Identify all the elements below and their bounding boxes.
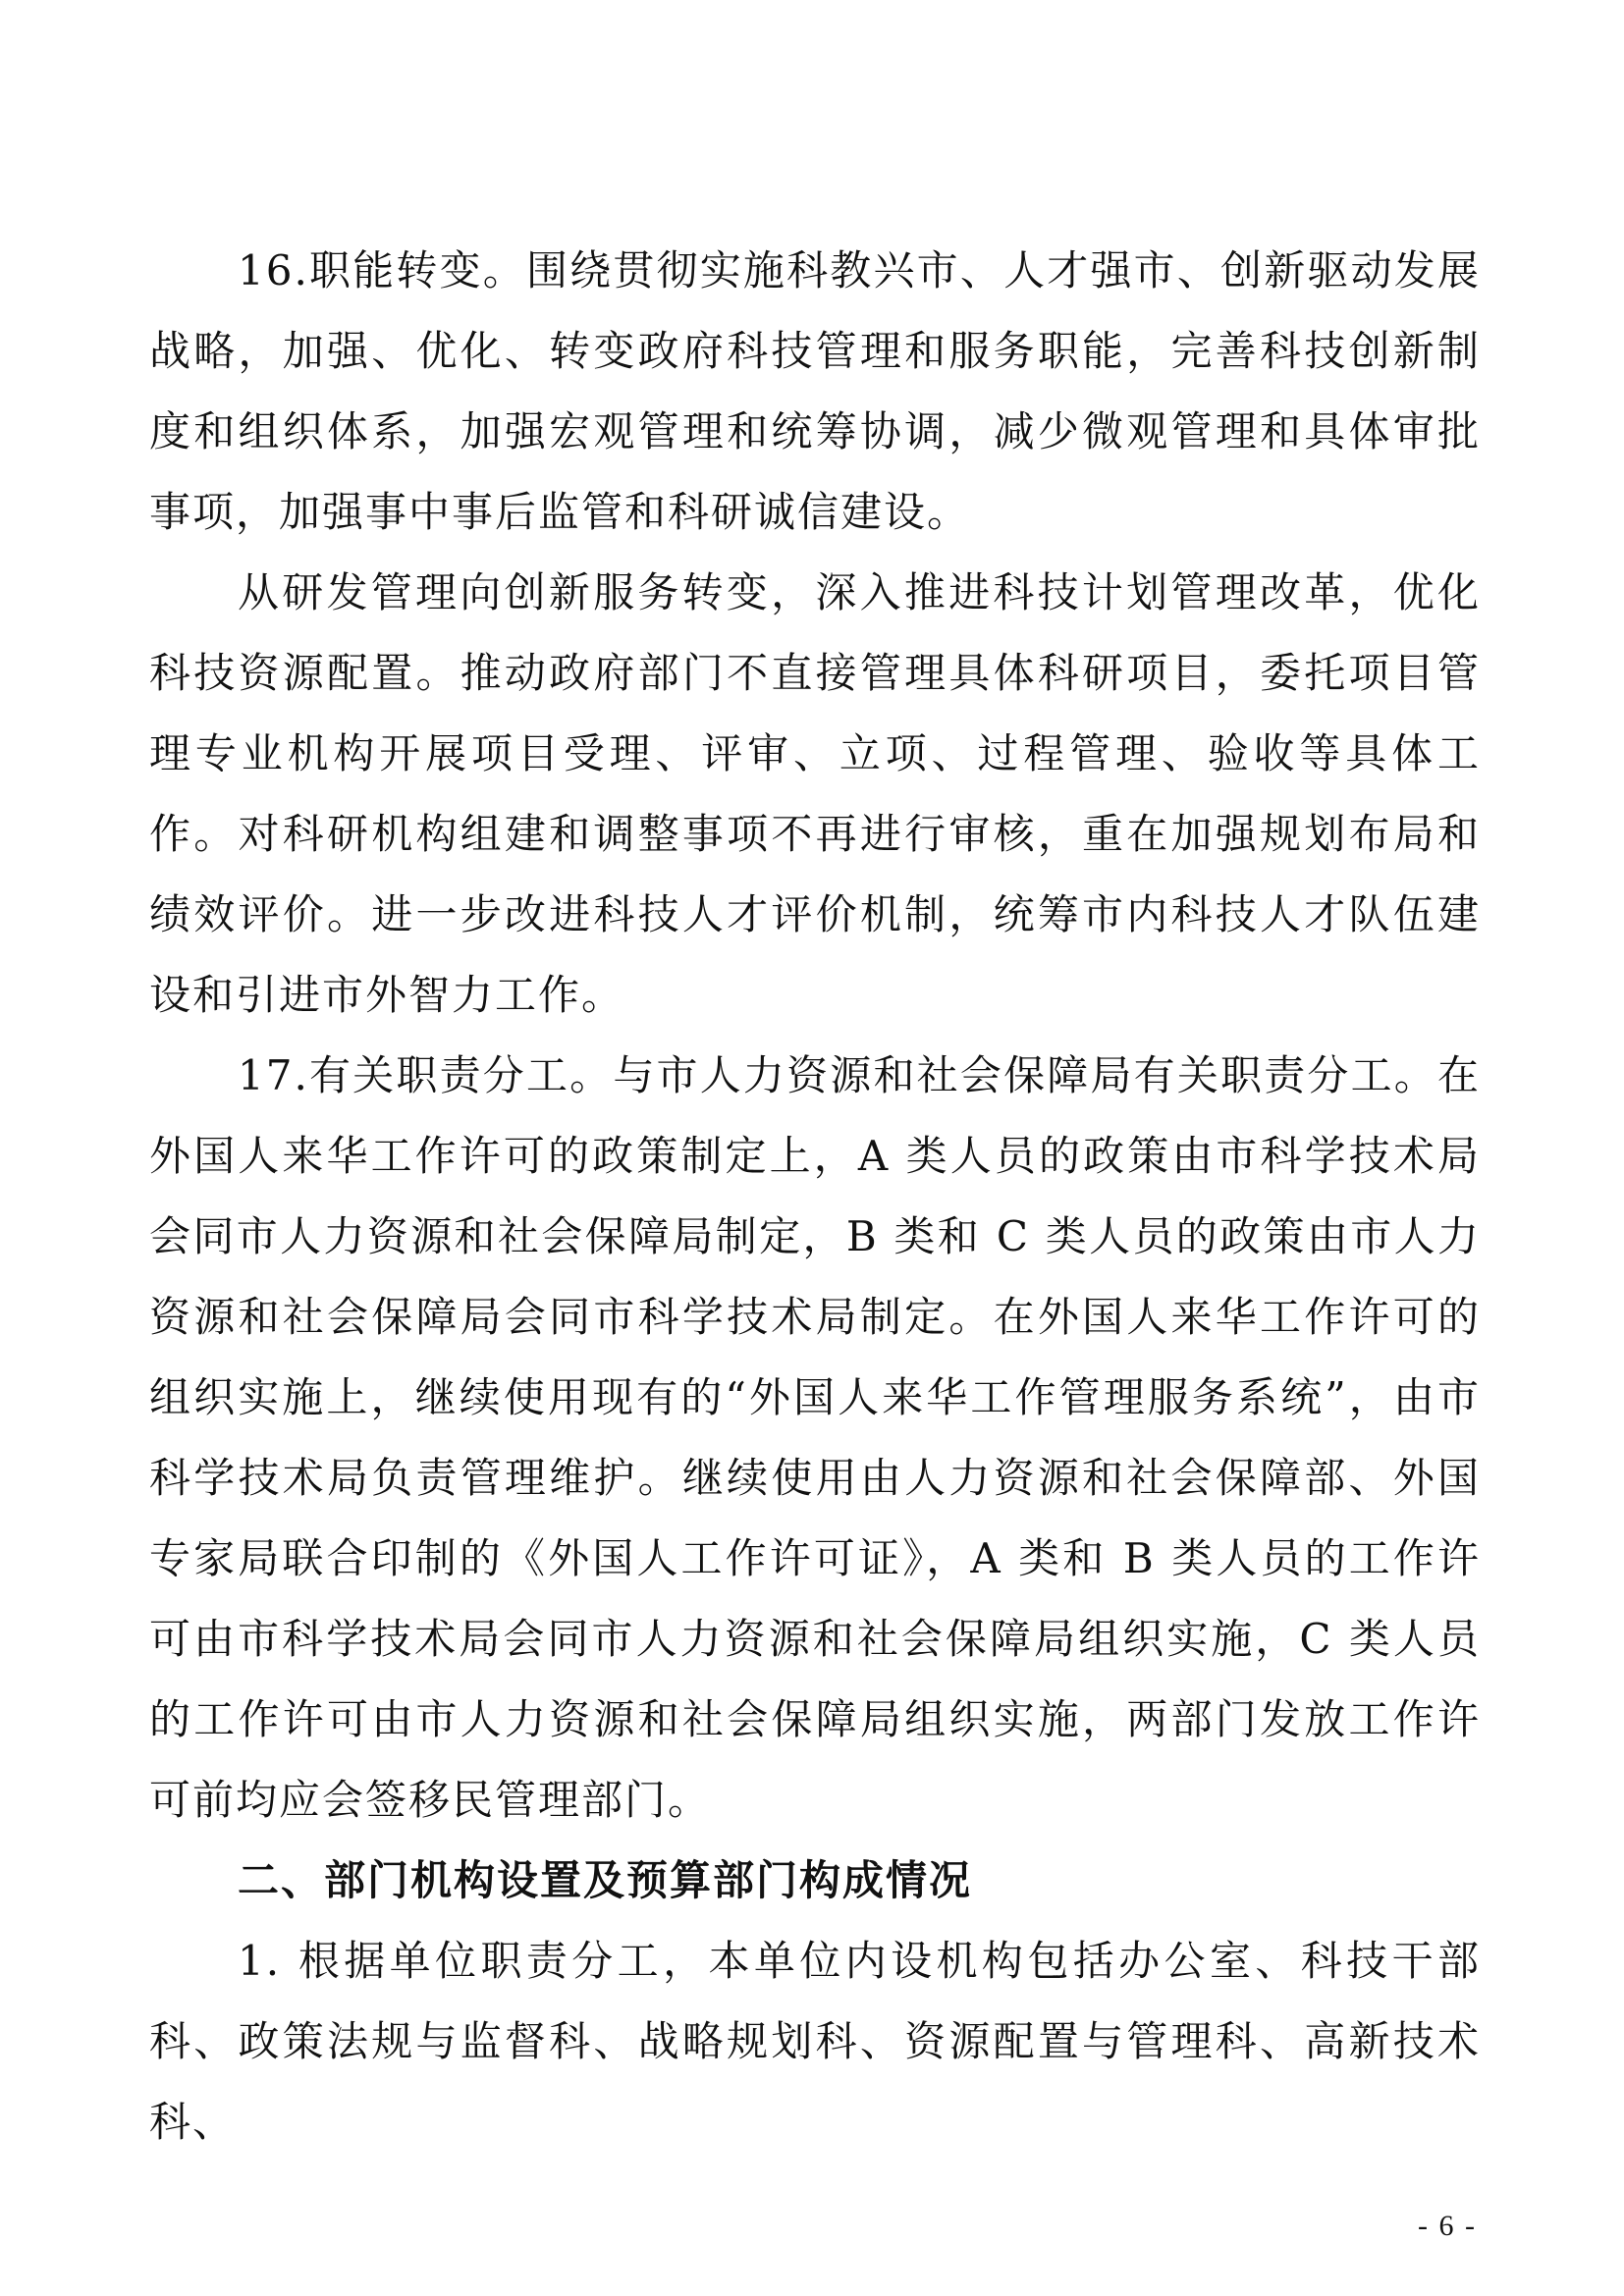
page-number: - 6 - (1418, 2210, 1477, 2242)
paragraph-responsibility-division: 17.有关职责分工。与市人力资源和社会保障局有关职责分工。在外国人来华工作许可的政策制定上，A 类人员的政策由市科学技术局会同市人力资源和社会保障局制定，B 类和 C 类人员的政策由市人力资源和社会保障局会同市科学技术局制定。在外国人来华工作许可的组织实施上，继续使用现有的“外国人来华工作管理服务系统”，由市科学技术局负责管理维护。继续使用由人力资源和社会保障部、外国专家局联合印制的《外国人工作许可证》，A 类和 B 类人员的工作许可由市科学技术局会同市人力资源和社会保障局组织实施，C 类人员的工作许可由市人力资源和社会保障局组织实施，两部门发放工作许可前均应会签移民管理部门。 (149, 1051, 1481, 1824)
document-body (149, 231, 1481, 2163)
paragraph-innovation-service: 从研发管理向创新服务转变，深入推进科技计划管理改革，优化科技资源配置。推动政府部门不直接管理具体科研项目，委托项目管理专业机构开展项目受理、评审、立项、过程管理、验收等具体工作。对科研机构组建和调整事项不再进行审核，重在加强规划布局和绩效评价。进一步改进科技人才评价机制，统筹市内科技人才队伍建设和引进市外智力工作。 (149, 568, 1481, 1019)
section-heading: 二、部门机构设置及预算部门构成情况 (238, 1856, 973, 1904)
paragraph-internal-structure: 1. 根据单位职责分工，本单位内设机构包括办公室、科技干部科、政策法规与监督科、战略规划科、资源配置与管理科、高新技术科、 (149, 1937, 1481, 2146)
paragraph-function-transformation: 16.职能转变。围绕贯彻实施科教兴市、人才强市、创新驱动发展战略，加强、优化、转变政府科技管理和服务职能，完善科技创新制度和组织体系，加强宏观管理和统筹协调，减少微观管理和具体审批事项，加强事中事后监管和科研诚信建设。 (149, 246, 1481, 536)
